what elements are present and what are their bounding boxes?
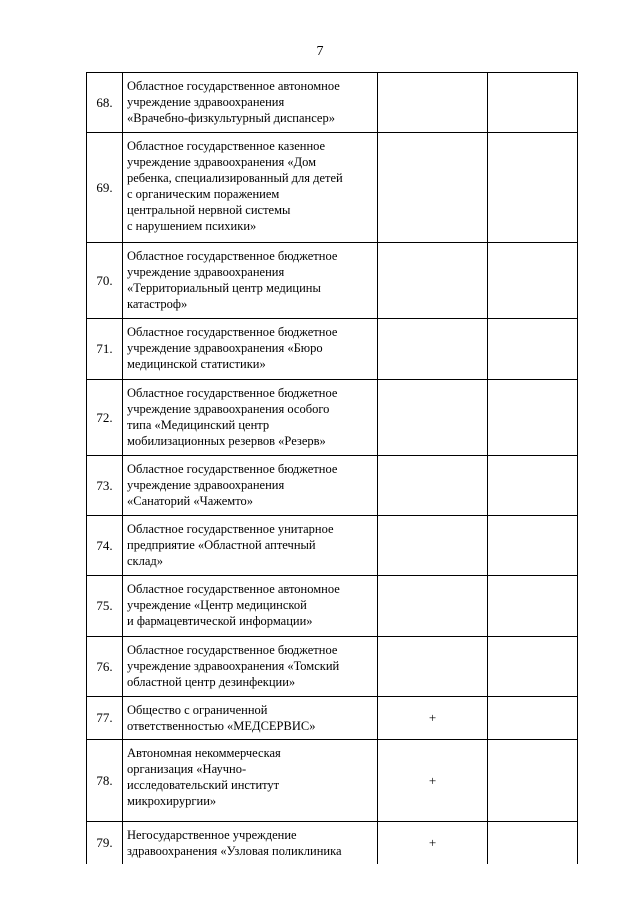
participation-mark [378, 637, 488, 697]
row-number: 71. [87, 319, 123, 380]
table-row [87, 319, 578, 380]
organization-name: Общество с ограниченной ответственностью «МЕДСЕРВИС» [123, 697, 378, 740]
organization-name: Негосударственное учреждение здравоохранения «Узловая поликлиника [123, 822, 378, 865]
extra-cell [488, 697, 578, 740]
row-number: 74. [87, 516, 123, 576]
participation-mark [378, 516, 488, 576]
extra-cell [488, 319, 578, 380]
extra-cell [488, 380, 578, 456]
organization-name: Областное государственное бюджетное учреждение здравоохранения «Бюро медицинской статистики» [123, 319, 378, 380]
row-number: 77. [87, 697, 123, 740]
participation-mark: + [378, 697, 488, 740]
participation-mark [378, 243, 488, 319]
organization-name: Областное государственное бюджетное учреждение здравоохранения «Санаторий «Чажемто» [123, 456, 378, 516]
table-row [87, 380, 578, 456]
table-row [87, 822, 578, 865]
extra-cell [488, 133, 578, 243]
organization-name: Областное государственное автономное учреждение здравоохранения «Врачебно-физкультурный диспансер» [123, 73, 378, 133]
organization-name: Областное государственное бюджетное учреждение здравоохранения «Территориальный центр медицины катастроф» [123, 243, 378, 319]
participation-mark: + [378, 740, 488, 822]
table-row [87, 456, 578, 516]
table-row [87, 243, 578, 319]
extra-cell [488, 637, 578, 697]
organization-name: Областное государственное бюджетное учреждение здравоохранения «Томский областной центр дезинфекции» [123, 637, 378, 697]
row-number: 76. [87, 637, 123, 697]
row-number: 72. [87, 380, 123, 456]
extra-cell [488, 740, 578, 822]
row-number: 70. [87, 243, 123, 319]
organization-name: Областное государственное автономное учреждение «Центр медицинской и фармацевтической информации» [123, 576, 378, 637]
extra-cell [488, 456, 578, 516]
extra-cell [488, 576, 578, 637]
organizations-table [86, 72, 578, 864]
participation-mark [378, 456, 488, 516]
table-row [87, 637, 578, 697]
organization-name: Автономная некоммерческая организация «Научно- исследовательский институт микрохирургии» [123, 740, 378, 822]
organization-name: Областное государственное казенное учреждение здравоохранения «Дом ребенка, специализированный для детей с органическим поражением центральной нервной системы с нарушением психики» [123, 133, 378, 243]
table-row [87, 576, 578, 637]
table-row [87, 516, 578, 576]
row-number: 75. [87, 576, 123, 637]
table-body [87, 73, 578, 865]
row-number: 69. [87, 133, 123, 243]
extra-cell [488, 516, 578, 576]
table-row [87, 740, 578, 822]
table-row [87, 133, 578, 243]
participation-mark [378, 73, 488, 133]
participation-mark [378, 319, 488, 380]
organization-name: Областное государственное бюджетное учреждение здравоохранения особого типа «Медицинский центр мобилизационных резервов «Резерв» [123, 380, 378, 456]
table-row [87, 697, 578, 740]
extra-cell [488, 73, 578, 133]
row-number: 68. [87, 73, 123, 133]
extra-cell [488, 243, 578, 319]
participation-mark [378, 380, 488, 456]
table-row [87, 73, 578, 133]
row-number: 73. [87, 456, 123, 516]
row-number: 79. [87, 822, 123, 865]
participation-mark [378, 576, 488, 637]
organization-name: Областное государственное унитарное предприятие «Областной аптечный склад» [123, 516, 378, 576]
participation-mark [378, 133, 488, 243]
page-number: 7 [316, 44, 324, 59]
row-number: 78. [87, 740, 123, 822]
extra-cell [488, 822, 578, 865]
participation-mark: + [378, 822, 488, 865]
